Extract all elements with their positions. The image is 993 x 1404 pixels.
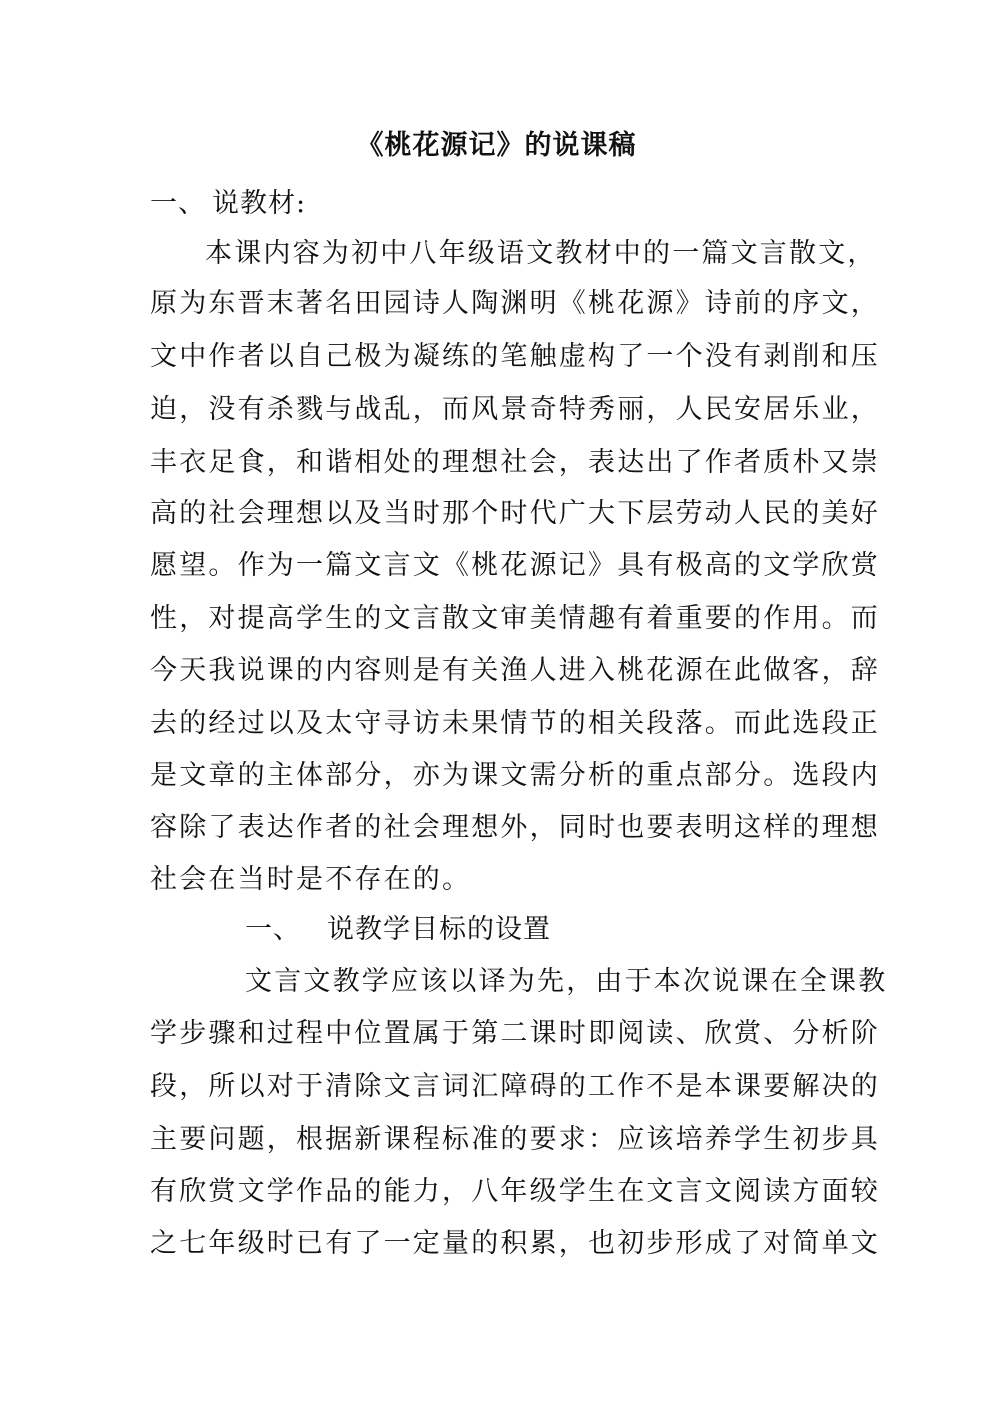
paragraph-line: 社会在当时是不存在的。 [150,864,472,895]
paragraph-line: 迫，没有杀戮与战乱，而风景奇特秀丽，人民安居乐业， [150,394,880,425]
paragraph-line: 主要问题，根据新课程标准的要求：应该培养学生初步具 [150,1124,880,1155]
paragraph-line: 之七年级时已有了一定量的积累，也初步形成了对简单文 [150,1228,880,1259]
paragraph-line: 高的社会理想以及当时那个时代广大下层劳动人民的美好 [150,498,880,529]
paragraph-line: 愿望。作为一篇文言文《桃花源记》具有极高的文学欣赏 [150,550,880,581]
section-heading-text: 说教学目标的设置 [327,914,551,945]
paragraph-line: 文言文教学应该以译为先，由于本次说课在全课教 [245,966,888,997]
document-title: 《桃花源记》的说课稿 [356,130,637,161]
paragraph-line: 学步骤和过程中位置属于第二课时即阅读、欣赏、分析阶 [150,1018,880,1049]
paragraph-line: 是文章的主体部分，亦为课文需分析的重点部分。选段内 [150,760,880,791]
paragraph-line: 文中作者以自己极为凝练的笔触虚构了一个没有剥削和压 [150,341,880,372]
paragraph-line: 本课内容为初中八年级语文教材中的一篇文言散文， [205,238,877,269]
paragraph-line: 去的经过以及太守寻访未果情节的相关段落。而此选段正 [150,708,880,739]
paragraph-line: 丰衣足食，和谐相处的理想社会，表达出了作者质朴又崇 [150,447,880,478]
section-heading-text: 说教材: [212,188,307,219]
section-number: 一、 [245,914,301,945]
paragraph-line: 有欣赏文学作品的能力，八年级学生在文言文阅读方面较 [150,1176,880,1207]
paragraph-line: 原为东晋末著名田园诗人陶渊明《桃花源》诗前的序文， [150,288,880,319]
paragraph-line: 今天我说课的内容则是有关渔人进入桃花源在此做客，辞 [150,655,880,686]
paragraph-line: 容除了表达作者的社会理想外，同时也要表明这样的理想 [150,812,880,843]
section-number: 一、 [150,188,206,219]
paragraph-line: 段，所以对于清除文言词汇障碍的工作不是本课要解决的 [150,1071,880,1102]
section-heading-objectives [245,910,551,950]
section-heading-textbook [150,184,306,224]
paragraph-line: 性，对提高学生的文言散文审美情趣有着重要的作用。而 [150,603,880,634]
